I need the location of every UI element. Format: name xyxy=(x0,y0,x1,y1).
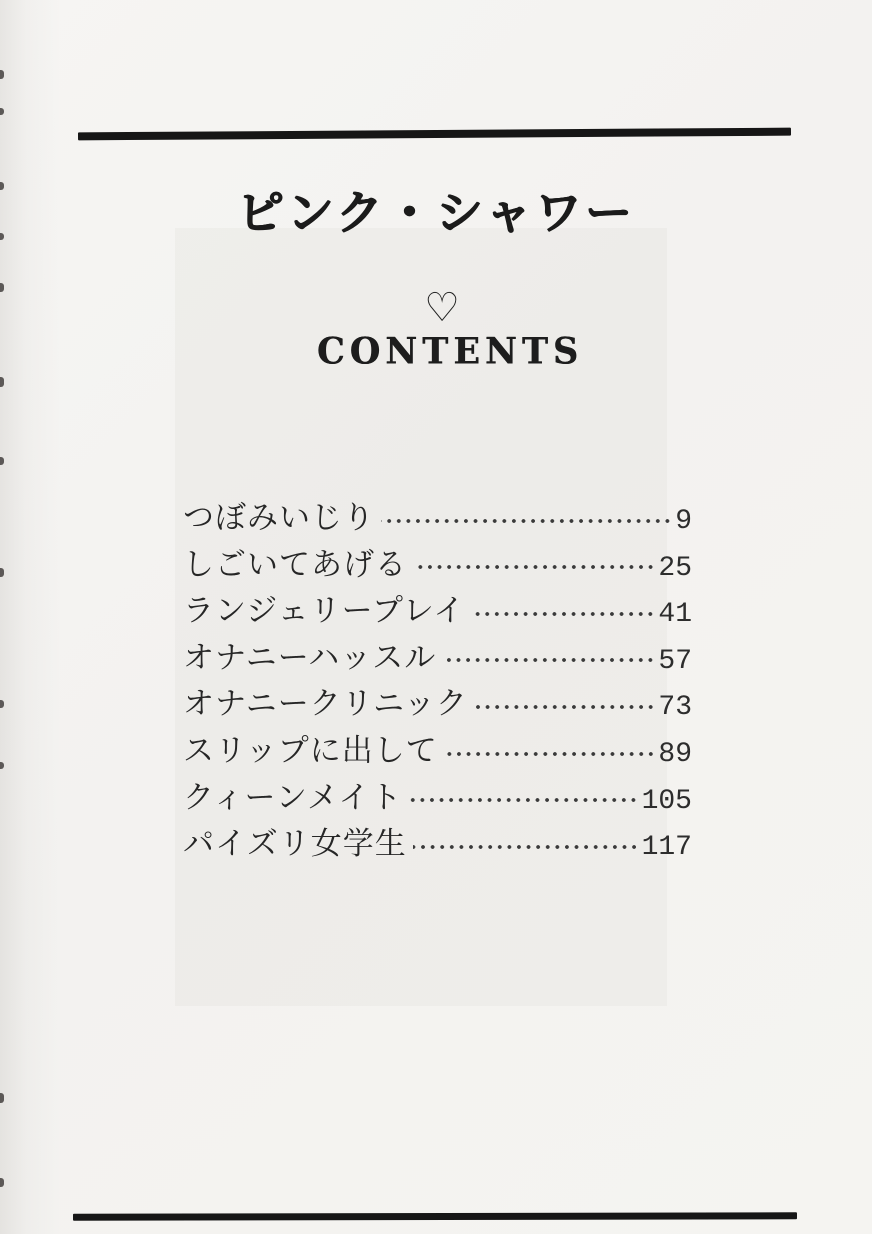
scan-edge-mark xyxy=(0,568,4,577)
dot-leader xyxy=(444,751,656,757)
dot-leader xyxy=(408,797,638,803)
top-rule xyxy=(78,128,791,141)
dot-leader xyxy=(442,657,655,663)
contents-heading: CONTENTS xyxy=(316,330,584,373)
scan-edge-mark xyxy=(0,377,4,387)
scan-edge-mark xyxy=(0,762,4,769)
dot-leader xyxy=(381,518,672,524)
toc-row xyxy=(183,632,692,679)
dot-leader xyxy=(413,844,639,850)
scan-edge-mark xyxy=(0,283,4,292)
dot-leader xyxy=(413,564,655,570)
dot-leader xyxy=(474,704,655,710)
toc-entry-title: クィーンメイト xyxy=(183,779,403,815)
toc-entry-title: オナニークリニック xyxy=(183,686,468,722)
toc-row xyxy=(183,492,692,539)
scan-edge-mark xyxy=(0,70,4,79)
scan-edge-mark xyxy=(0,182,4,190)
toc-entry-title: オナニーハッスル xyxy=(183,639,437,675)
toc-entry-title: ランジェリープレイ xyxy=(183,593,466,629)
toc-entry-page-number: 25 xyxy=(658,552,692,584)
toc-entry-page-number: 73 xyxy=(658,692,692,724)
toc-entry-page-number: 117 xyxy=(641,832,692,864)
bottom-rule xyxy=(73,1212,797,1221)
scan-edge-mark xyxy=(0,1093,4,1103)
toc-row xyxy=(183,772,692,819)
toc-list xyxy=(183,492,692,865)
toc-entry-title: スリップに出して xyxy=(183,732,438,768)
heart-icon: ♡ xyxy=(424,285,460,331)
toc-entry-title: しごいてあげる xyxy=(183,546,407,582)
dot-leader xyxy=(471,611,655,617)
scan-edge-mark xyxy=(0,700,4,708)
toc-row xyxy=(183,539,692,586)
toc-entry-page-number: 105 xyxy=(641,785,692,817)
toc-entry-title: つぼみいじり xyxy=(183,500,375,535)
scan-edge-mark xyxy=(0,457,4,465)
toc-row xyxy=(183,725,692,772)
scan-edge-mark xyxy=(0,1178,4,1187)
toc-row xyxy=(183,678,692,725)
scan-edge-mark xyxy=(0,108,4,115)
toc-entry-page-number: 9 xyxy=(675,506,692,537)
toc-entry-page-number: 41 xyxy=(658,599,692,631)
toc-entry-title: パイズリ女学生 xyxy=(183,826,407,862)
toc-entry-page-number: 57 xyxy=(658,645,692,677)
toc-row xyxy=(183,818,692,865)
book-title: ピンク・シャワー xyxy=(236,186,636,241)
toc-entry-page-number: 89 xyxy=(658,738,692,770)
toc-row xyxy=(183,585,692,632)
